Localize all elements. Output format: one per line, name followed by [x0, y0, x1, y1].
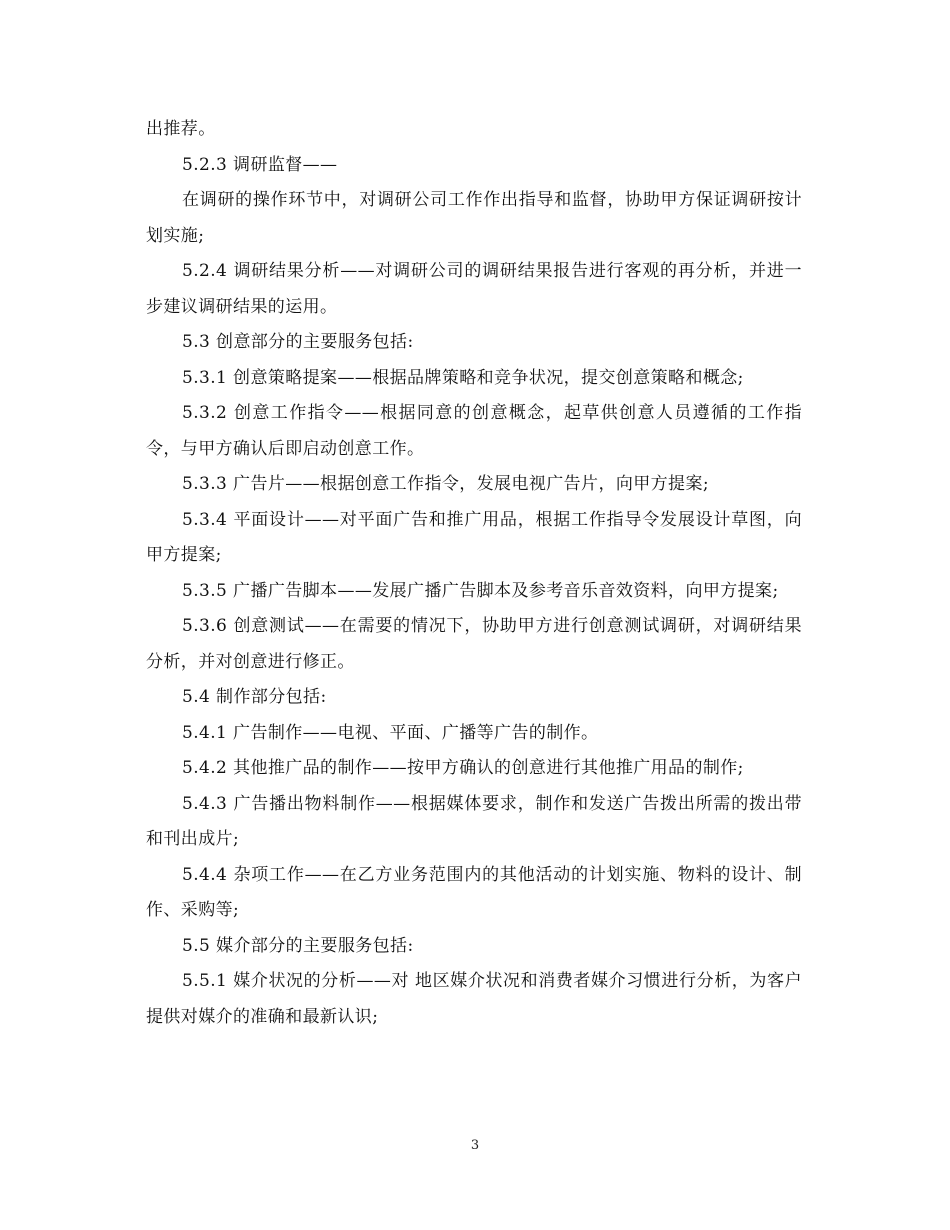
paragraph-5-4-2: 5.4.2 其他推广品的制作——按甲方确认的创意进行其他推广用品的制作;: [182, 758, 744, 778]
paragraph-5-2-3-body: 在调研的操作环节中，对调研公司工作作出指导和监督，协助甲方保证调研按计划实施;: [146, 190, 802, 246]
paragraph-5-3-heading: 5.3 创意部分的主要服务包括:: [182, 332, 414, 352]
paragraph-5-5-heading: 5.5 媒介部分的主要服务包括:: [182, 935, 414, 956]
paragraph-5-3-6: 5.3.6 创意测试——在需要的情况下，协助甲方进行创意测试调研，对调研结果分析，并对创意进行修正。: [146, 616, 802, 672]
paragraph-5-4-1: 5.4.1 广告制作——电视、平面、广播等广告的制作。: [182, 722, 599, 743]
paragraph-5-4-3: 5.4.3 广告播出物料制作——根据媒体要求，制作和发送广告拨出所需的拨出带和刊出成片;: [146, 793, 802, 849]
document-body: [146, 112, 802, 1035]
paragraph-5-3-4: 5.3.4 平面设计——对平面广告和推广用品，根据工作指导令发展设计草图，向甲方提案;: [146, 509, 802, 565]
paragraph-5-3-3: 5.3.3 广告片——根据创意工作指令，发展电视广告片，向甲方提案;: [182, 474, 709, 494]
paragraph-5-5-1: 5.5.1 媒介状况的分析——对 地区媒介状况和消费者媒介习惯进行分析，为客户提供对媒介的准确和最新认识;: [146, 971, 802, 1027]
paragraph-5-2-3-heading: 5.2.3 调研监督——: [182, 154, 338, 175]
paragraph-continuation: 出推荐。: [146, 119, 216, 139]
paragraph-5-3-2: 5.3.2 创意工作指令——根据同意的创意概念，起草供创意人员遵循的工作指令，与甲方确认后即启动创意工作。: [146, 403, 802, 459]
paragraph-5-4-4: 5.4.4 杂项工作——在乙方业务范围内的其他活动的计划实施、物料的设计、制作、采购等;: [146, 864, 802, 920]
paragraph-5-3-1: 5.3.1 创意策略提案——根据品牌策略和竞争状况，提交创意策略和概念;: [182, 367, 744, 388]
paragraph-5-3-5: 5.3.5 广播广告脚本——发展广播广告脚本及参考音乐音效资料，向甲方提案;: [182, 580, 779, 601]
paragraph-5-2-4: 5.2.4 调研结果分析——对调研公司的调研结果报告进行客观的再分析，并进一步建议调研结果的运用。: [146, 261, 802, 317]
page-number: 3: [470, 1138, 480, 1153]
paragraph-5-4-heading: 5.4 制作部分包括:: [182, 687, 327, 707]
